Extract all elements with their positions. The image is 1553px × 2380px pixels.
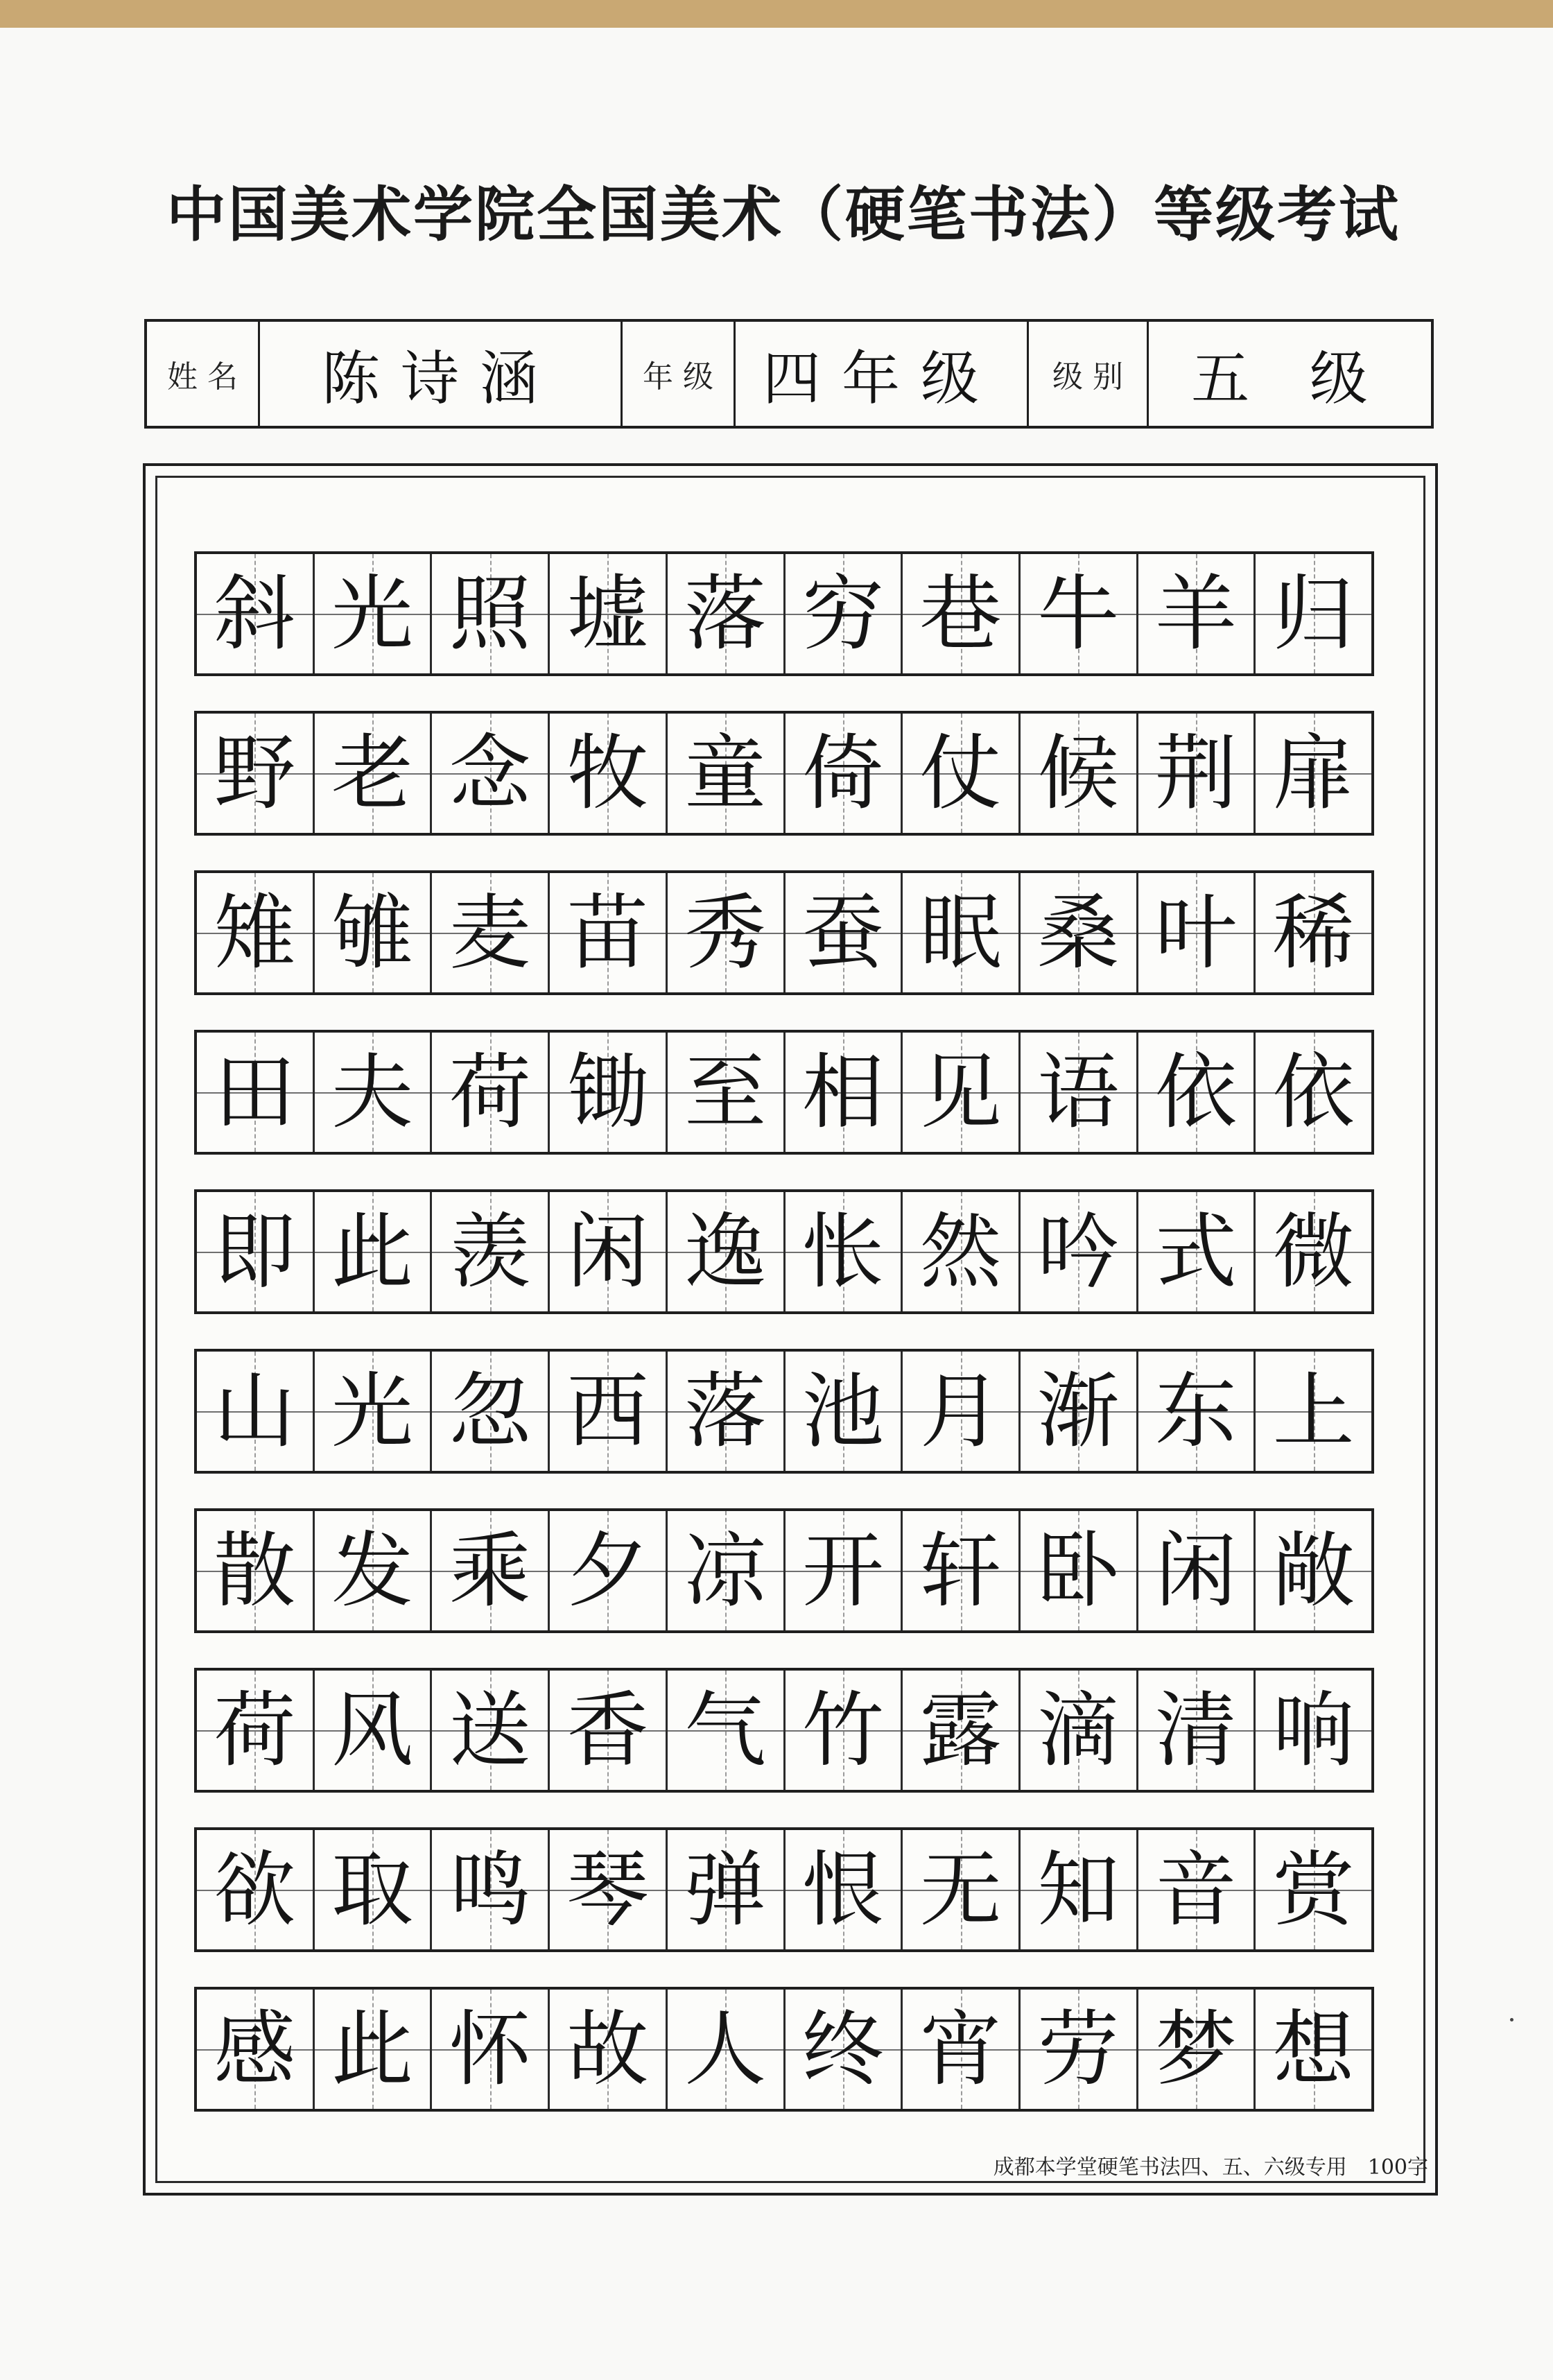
handwritten-character: 式 <box>1154 1204 1237 1300</box>
grid-cell <box>550 1990 668 2109</box>
grid-cell <box>1021 1511 1138 1630</box>
grid-cell <box>197 554 315 673</box>
grid-cell <box>903 714 1021 833</box>
grid-cell <box>432 1033 550 1152</box>
grid-cell <box>315 1033 433 1152</box>
handwritten-character: 吟 <box>1037 1204 1120 1300</box>
handwritten-character: 音 <box>1154 1842 1237 1938</box>
handwritten-character: 终 <box>801 2001 884 2097</box>
grid-row <box>194 1349 1374 1474</box>
grid-cell <box>1256 1033 1371 1152</box>
handwritten-character: 此 <box>331 1204 414 1300</box>
grid-cell <box>432 873 550 992</box>
level-value-cell <box>1149 322 1431 426</box>
handwritten-character: 老 <box>331 725 414 821</box>
grid-cell <box>550 1671 668 1790</box>
handwritten-character: 取 <box>331 1842 414 1938</box>
grid-cell <box>1021 554 1138 673</box>
handwritten-character: 劳 <box>1037 2001 1120 2097</box>
grid-cell <box>1256 1192 1371 1311</box>
grid-cell <box>197 1830 315 1949</box>
handwritten-character: 羡 <box>449 1204 531 1300</box>
handwritten-character: 光 <box>331 1363 414 1459</box>
grid-cell <box>786 1192 903 1311</box>
grid-cell <box>432 1511 550 1630</box>
handwritten-character: 故 <box>566 2001 649 2097</box>
grade-label-cell <box>623 322 736 426</box>
grid-cell <box>903 1033 1021 1152</box>
exam-sheet <box>0 28 1553 2380</box>
handwritten-character: 无 <box>919 1842 1002 1938</box>
handwritten-character: 荷 <box>214 1682 296 1778</box>
grid-cell <box>1256 1830 1371 1949</box>
handwritten-character: 乘 <box>449 1523 531 1619</box>
level-label: 级 别 <box>1052 359 1123 395</box>
grid-cell <box>1021 1830 1138 1949</box>
grid-cell <box>1021 1192 1138 1311</box>
handwritten-character: 清 <box>1154 1682 1237 1778</box>
handwritten-character: 光 <box>331 566 414 662</box>
handwritten-character: 怅 <box>801 1204 884 1300</box>
handwritten-character: 山 <box>214 1363 296 1459</box>
handwritten-character: 麦 <box>449 885 531 981</box>
handwritten-character: 夕 <box>566 1523 649 1619</box>
handwritten-character: 落 <box>684 566 767 662</box>
handwritten-character: 风 <box>331 1682 414 1778</box>
handwritten-character: 散 <box>214 1523 296 1619</box>
grid-cell <box>668 714 786 833</box>
grade-label: 年 级 <box>643 359 713 395</box>
handwritten-character: 想 <box>1272 2001 1355 2097</box>
grid-cell <box>1138 873 1256 992</box>
handwritten-character: 雊 <box>331 885 414 981</box>
grid-cell <box>550 873 668 992</box>
handwritten-character: 卧 <box>1037 1523 1120 1619</box>
grid-row <box>194 1508 1374 1633</box>
grid-cell <box>668 873 786 992</box>
handwritten-character: 叶 <box>1154 885 1237 981</box>
grid-cell <box>786 1033 903 1152</box>
grid-cell <box>903 1352 1021 1471</box>
grid-cell <box>1021 1671 1138 1790</box>
handwritten-character: 秀 <box>684 885 767 981</box>
handwritten-character: 知 <box>1037 1842 1120 1938</box>
grid-cell <box>668 1033 786 1152</box>
grade-value: 四年级 <box>762 344 1000 413</box>
grid-cell <box>550 1830 668 1949</box>
grid-cell <box>197 1352 315 1471</box>
grid-cell <box>315 1352 433 1471</box>
grid-cell <box>786 1352 903 1471</box>
grid-cell <box>1256 1511 1371 1630</box>
handwritten-character: 闲 <box>566 1204 649 1300</box>
grid-cell <box>550 554 668 673</box>
handwritten-character: 微 <box>1272 1204 1355 1300</box>
grid-cell <box>668 1352 786 1471</box>
grid-cell <box>668 1192 786 1311</box>
grid-cell <box>1138 1192 1256 1311</box>
grid-cell <box>1138 1671 1256 1790</box>
grid-cell <box>1138 1033 1256 1152</box>
handwritten-character: 琴 <box>566 1842 649 1938</box>
handwritten-character: 穷 <box>801 566 884 662</box>
handwritten-character: 墟 <box>566 566 649 662</box>
grid-cell <box>197 714 315 833</box>
grade-value-cell <box>736 322 1029 426</box>
handwritten-character: 蚕 <box>801 885 884 981</box>
grid-row <box>194 1189 1374 1314</box>
grid-cell <box>668 1830 786 1949</box>
grid-cell <box>786 1671 903 1790</box>
level-label-cell <box>1029 322 1149 426</box>
handwritten-character: 眠 <box>919 885 1002 981</box>
grid-cell <box>315 1511 433 1630</box>
grid-cell <box>197 1033 315 1152</box>
grid-cell <box>786 714 903 833</box>
grid-cell <box>1021 714 1138 833</box>
handwritten-character: 依 <box>1154 1044 1237 1140</box>
grid-cell <box>1256 714 1371 833</box>
grid-cell <box>1138 1511 1256 1630</box>
grid-row <box>194 1987 1374 2112</box>
grid-cell <box>197 873 315 992</box>
grid-cell <box>1138 1830 1256 1949</box>
grid-cell <box>197 1192 315 1311</box>
handwritten-character: 斜 <box>214 566 296 662</box>
grid-cell <box>197 1671 315 1790</box>
handwritten-character: 夫 <box>331 1044 414 1140</box>
grid-cell <box>903 1511 1021 1630</box>
grid-cell <box>432 1830 550 1949</box>
grid-row <box>194 1030 1374 1155</box>
grid-cell <box>903 1830 1021 1949</box>
grid-row <box>194 1668 1374 1793</box>
page-title: 中国美术学院全国美术（硬笔书法）等级考试 <box>166 180 1400 250</box>
handwritten-character: 月 <box>919 1363 1002 1459</box>
grid-cell <box>1256 1990 1371 2109</box>
grid-cell <box>1021 1352 1138 1471</box>
grid-row <box>194 1827 1374 1952</box>
grid-cell <box>315 1830 433 1949</box>
name-label: 姓 名 <box>167 359 238 395</box>
grid-cell <box>550 1352 668 1471</box>
handwritten-character: 野 <box>214 725 296 821</box>
handwritten-character: 稀 <box>1272 885 1355 981</box>
handwritten-character: 仗 <box>919 725 1002 821</box>
handwritten-character: 然 <box>919 1204 1002 1300</box>
name-label-cell <box>147 322 260 426</box>
handwritten-character: 锄 <box>566 1044 649 1140</box>
handwritten-character: 怀 <box>449 2001 531 2097</box>
grid-cell <box>786 873 903 992</box>
grid-cell <box>1138 554 1256 673</box>
handwritten-character: 雉 <box>214 885 296 981</box>
handwritten-character: 响 <box>1272 1682 1355 1778</box>
handwritten-character: 此 <box>331 2001 414 2097</box>
handwritten-character: 鸣 <box>449 1842 531 1938</box>
handwritten-character: 渐 <box>1037 1363 1120 1459</box>
grid-cell <box>1021 873 1138 992</box>
grid-cell <box>550 1192 668 1311</box>
grid-cell <box>1021 1033 1138 1152</box>
handwritten-character: 竹 <box>801 1682 884 1778</box>
handwritten-character: 依 <box>1272 1044 1355 1140</box>
handwritten-character: 敞 <box>1272 1523 1355 1619</box>
name-value: 陈诗涵 <box>321 344 559 413</box>
grid-cell <box>432 554 550 673</box>
handwritten-character: 语 <box>1037 1044 1120 1140</box>
grid-row <box>194 870 1374 995</box>
handwritten-character: 东 <box>1154 1363 1237 1459</box>
handwritten-character: 候 <box>1037 725 1120 821</box>
grid-cell <box>315 1671 433 1790</box>
grid-cell <box>1138 1990 1256 2109</box>
handwritten-character: 池 <box>801 1363 884 1459</box>
grid-cell <box>668 1671 786 1790</box>
grid-cell <box>1256 554 1371 673</box>
handwritten-character: 露 <box>919 1682 1002 1778</box>
handwritten-character: 感 <box>214 2001 296 2097</box>
grid-cell <box>1138 714 1256 833</box>
grid-cell <box>432 1990 550 2109</box>
handwritten-character: 落 <box>684 1363 767 1459</box>
grid-cell <box>903 1192 1021 1311</box>
handwritten-character: 送 <box>449 1682 531 1778</box>
handwritten-character: 至 <box>684 1044 767 1140</box>
grid-cell <box>668 554 786 673</box>
grid-cell <box>315 1192 433 1311</box>
handwritten-character: 宵 <box>919 2001 1002 2097</box>
grid-cell <box>315 714 433 833</box>
grid-cell <box>1256 1352 1371 1471</box>
grid-cell <box>550 714 668 833</box>
handwritten-character: 牧 <box>566 725 649 821</box>
handwritten-character: 桑 <box>1037 885 1120 981</box>
grid-cell <box>315 554 433 673</box>
grid-cell <box>786 1990 903 2109</box>
grid-cell <box>550 1033 668 1152</box>
handwritten-character: 凉 <box>684 1523 767 1619</box>
grid-cell <box>197 1511 315 1630</box>
grid-cell <box>432 1192 550 1311</box>
handwritten-character: 人 <box>684 2001 767 2097</box>
grid-cell <box>432 1352 550 1471</box>
handwritten-character: 恨 <box>801 1842 884 1938</box>
grid-cell <box>668 1511 786 1630</box>
handwritten-character: 气 <box>684 1682 767 1778</box>
grid-cell <box>903 873 1021 992</box>
handwritten-character: 苗 <box>566 885 649 981</box>
handwritten-character: 赏 <box>1272 1842 1355 1938</box>
handwritten-character: 羊 <box>1154 566 1237 662</box>
name-value-cell <box>260 322 623 426</box>
handwritten-character: 开 <box>801 1523 884 1619</box>
grid-cell <box>903 1671 1021 1790</box>
grid-cell <box>903 1990 1021 2109</box>
handwritten-character: 香 <box>566 1682 649 1778</box>
handwritten-character: 田 <box>214 1044 296 1140</box>
level-value: 五 级 <box>1191 344 1389 413</box>
grid-cell <box>1256 873 1371 992</box>
handwritten-character: 西 <box>566 1363 649 1459</box>
student-info-table <box>144 319 1434 429</box>
grid-cell <box>786 1511 903 1630</box>
grid-cell <box>668 1990 786 2109</box>
handwritten-character: 相 <box>801 1044 884 1140</box>
handwritten-character: 童 <box>684 725 767 821</box>
handwritten-character: 发 <box>331 1523 414 1619</box>
grid-cell <box>550 1511 668 1630</box>
grid-cell <box>903 554 1021 673</box>
handwritten-character: 梦 <box>1154 2001 1237 2097</box>
footer-note: 成都本学堂硬笔书法四、五、六级专用 100字 <box>993 2155 1428 2180</box>
grid-cell <box>315 1990 433 2109</box>
grid-cell <box>1021 1990 1138 2109</box>
grid-cell <box>197 1990 315 2109</box>
handwritten-character: 即 <box>214 1204 296 1300</box>
grid-cell <box>786 554 903 673</box>
handwritten-character: 倚 <box>801 725 884 821</box>
handwritten-character: 念 <box>449 725 531 821</box>
grid-cell <box>315 873 433 992</box>
handwritten-character: 逸 <box>684 1204 767 1300</box>
grid-row <box>194 551 1374 676</box>
handwritten-character: 滴 <box>1037 1682 1120 1778</box>
grid-cell <box>1256 1671 1371 1790</box>
handwritten-character: 荆 <box>1154 725 1237 821</box>
grid-cell <box>432 714 550 833</box>
handwritten-character: 见 <box>919 1044 1002 1140</box>
handwritten-character: 扉 <box>1272 725 1355 821</box>
handwritten-character: 牛 <box>1037 566 1120 662</box>
handwritten-character: 忽 <box>449 1363 531 1459</box>
grid-cell <box>1138 1352 1256 1471</box>
handwritten-character: 归 <box>1272 566 1355 662</box>
grid-row <box>194 711 1374 836</box>
handwritten-character: 上 <box>1272 1363 1355 1459</box>
handwritten-character: 轩 <box>919 1523 1002 1619</box>
handwritten-character: 荷 <box>449 1044 531 1140</box>
grid-cell <box>432 1671 550 1790</box>
handwritten-character: 巷 <box>919 566 1002 662</box>
handwritten-character: 弹 <box>684 1842 767 1938</box>
handwritten-character: 照 <box>449 566 531 662</box>
handwritten-character: 闲 <box>1154 1523 1237 1619</box>
handwritten-character: 欲 <box>214 1842 296 1938</box>
paper-speck <box>1510 2018 1513 2021</box>
grid-cell <box>786 1830 903 1949</box>
